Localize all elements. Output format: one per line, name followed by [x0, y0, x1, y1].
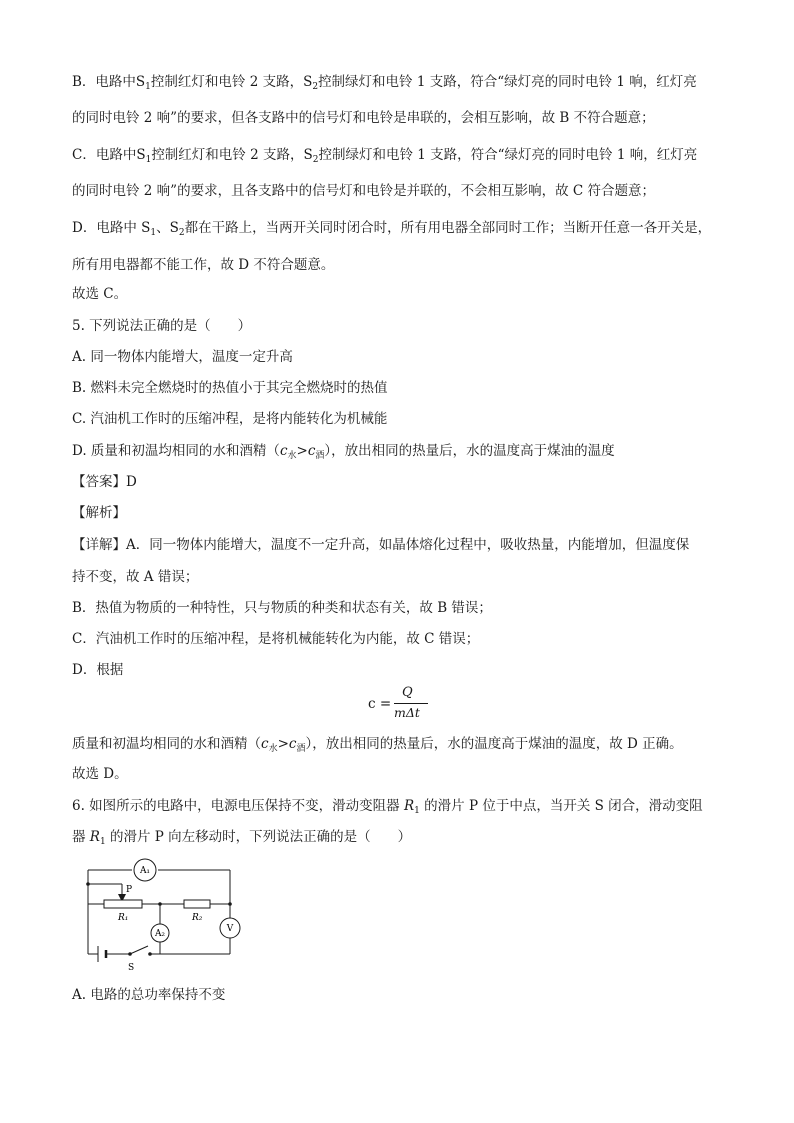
option-c-line-2: 的同时电铃 2 响”的要求，且各支路中的信号灯和电铃是并联的，不会相互影响，故 C 符合题意； — [72, 183, 655, 199]
resistor-r2-label: R₂ — [192, 913, 203, 923]
question-6-line-1: 6. 如图所示的电路中，电源电压保持不变，滑动变阻器 $R_1$ 的滑片 P 位于中点，当开关 S 闭合，滑动变阻 — [72, 798, 703, 816]
answer-label: 【答案】D — [72, 474, 137, 490]
junction-dot — [86, 882, 90, 886]
option-c-line-1: C．电路中$S_1$控制红灯和电铃 2 支路，$S_2$控制绿灯和电铃 1 支路，符合“绿灯亮的同时电铃 1 响，红灯亮 — [72, 147, 698, 165]
option-d-line-1: D．电路中 $S_1$、$S_2$都在干路上，当两开关同时闭合时，所有用电器全部同时工作；当断开任意一各开关是， — [72, 220, 712, 238]
switch-label-s: S — [128, 963, 135, 973]
explanation-line-4: C．汽油机工作时的压缩冲程，是将机械能转化为内能，故 C 错误； — [72, 631, 480, 647]
question-5-option-c: C. 汽油机工作时的压缩冲程，是将内能转化为机械能 — [72, 411, 388, 427]
formula-lhs: c = — [368, 696, 392, 712]
voltmeter-label: V — [226, 924, 234, 934]
option-b-line-2: 的同时电铃 2 响”的要求，但各支路中的信号灯和电铃是串联的，会相互影响，故 B 不符合题意； — [72, 110, 655, 126]
formula-numerator: Q — [402, 685, 413, 700]
question-5-option-d: D. 质量和初温均相同的水和酒精$(c_水>c_酒)$，放出相同的热量后，水的温度高于煤油的温度 — [72, 443, 615, 461]
explanation-line-6: 质量和初温均相同的水和酒精$(c_水>c_酒)$，放出相同的热量后，水的温度高于煤油的温度，故 D 正确。 — [72, 736, 683, 754]
resistor-r1-label: R₁ — [118, 913, 129, 923]
question-5-option-a: A. 同一物体内能增大，温度一定升高 — [72, 349, 293, 365]
junction-dot — [158, 902, 162, 906]
explanation-line-5: D．根据 — [72, 662, 124, 678]
resistor-r2 — [184, 900, 210, 908]
question-5-option-b: B. 燃料未完全燃烧时的热值小于其完全燃烧时的热值 — [72, 380, 388, 396]
formula-denominator: mΔt — [394, 705, 420, 720]
junction-dot — [228, 902, 232, 906]
explanation-line-1: 【详解】A．同一物体内能增大，温度不一定升高，如晶体熔化过程中，吸收热量，内能增加，但温度保 — [72, 537, 690, 553]
question-6-option-a: A. 电路的总功率保持不变 — [72, 987, 226, 1003]
explanation-line-3: B．热值为物质的一种特性，只与物质的种类和状态有关，故 B 错误； — [72, 600, 492, 616]
specific-heat-formula — [368, 685, 438, 725]
question-5-stem: 5. 下列说法正确的是（ ） — [72, 318, 252, 334]
ammeter-a2-label: A₂ — [154, 929, 166, 939]
resistor-r1 — [104, 900, 142, 908]
switch-contact — [148, 952, 152, 956]
conclusion-c: 故选 C。 — [72, 286, 128, 302]
question-6-line-2: 器 $R_1$ 的滑片 P 向左移动时，下列说法正确的是（ ） — [72, 829, 412, 847]
slider-label-p: P — [126, 885, 133, 895]
battery-icon — [98, 946, 106, 962]
analysis-label: 【解析】 — [72, 505, 126, 521]
explanation-line-2: 持不变，故 A 错误； — [72, 569, 199, 585]
option-d-line-2: 所有用电器都不能工作，故 D 不符合题意。 — [72, 257, 335, 273]
circuit-diagram — [80, 856, 250, 974]
fraction-bar — [394, 703, 428, 704]
ammeter-a1-label: A₁ — [139, 866, 151, 876]
switch-pivot — [128, 952, 132, 956]
conclusion-d: 故选 D。 — [72, 766, 128, 782]
option-b-line-1: B．电路中$S_1$控制红灯和电铃 2 支路，$S_2$控制绿灯和电铃 1 支路，符合“绿灯亮的同时电铃 1 响，红灯亮 — [72, 74, 697, 92]
